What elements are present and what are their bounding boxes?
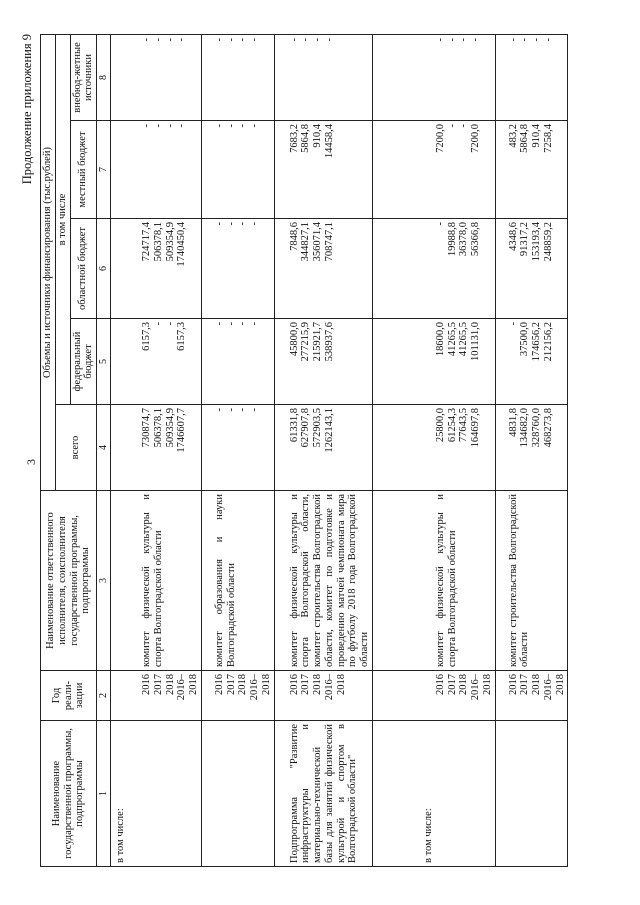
row-extra: - - - - bbox=[495, 34, 568, 120]
header-regional: областной бюджет bbox=[70, 219, 97, 319]
row-local: 483,2 5864,8 910,4 7258,4 bbox=[495, 121, 568, 219]
row-responsible: комитет образования и науки Волгоградской области bbox=[201, 491, 274, 671]
row-federal: 6157,3 - - 6157,3 bbox=[111, 319, 202, 405]
row-regional: - 19988,8 36378,0 56366,8 bbox=[372, 219, 495, 319]
header-year: Год реали-зации bbox=[41, 671, 97, 721]
row-responsible: комитет физической культуры и спорта Волгоградской области bbox=[372, 491, 495, 671]
table-row bbox=[495, 34, 568, 866]
row-total: 25800,0 61254,3 77643,5 164697,8 bbox=[372, 405, 495, 491]
header-local: местный бюджет bbox=[70, 121, 97, 219]
row-local: - - - - bbox=[201, 121, 274, 219]
continuation-title: Продолжение приложения 9 bbox=[20, 34, 34, 185]
row-program-name: в том числе: bbox=[372, 721, 495, 867]
row-total: 61331,8 627907,8 572903,5 1262143,1 bbox=[274, 405, 372, 491]
row-responsible: комитет физической культуры и спорта Волгоградской области bbox=[111, 491, 202, 671]
row-federal: - - - - bbox=[201, 319, 274, 405]
table-row bbox=[111, 34, 202, 866]
row-total: 730874,7 506378,1 509354,9 1746607,7 bbox=[111, 405, 202, 491]
col-number: 7 bbox=[97, 121, 111, 219]
col-number: 4 bbox=[97, 405, 111, 491]
row-local: 7683,2 5864,8 910,4 14458,4 bbox=[274, 121, 372, 219]
col-number: 8 bbox=[97, 34, 111, 120]
row-program-name bbox=[495, 721, 568, 867]
row-extra: - - - - bbox=[201, 34, 274, 120]
row-years: 2016 2017 2018 2016–2018 bbox=[372, 671, 495, 721]
row-program-name: в том числе: bbox=[111, 721, 202, 867]
header-including: в том числе bbox=[55, 34, 70, 404]
table-row bbox=[274, 34, 372, 866]
row-extra: - - - - bbox=[372, 34, 495, 120]
header-responsible: Наименование ответственного исполнителя, соисполнителя государственной программы, подпрограммы bbox=[41, 491, 97, 671]
col-number: 3 bbox=[97, 491, 111, 671]
col-number: 1 bbox=[97, 721, 111, 867]
row-years: 2016 2017 2018 2016–2018 bbox=[111, 671, 202, 721]
row-regional: 724717,4 506378,1 509354,9 1740450,4 bbox=[111, 219, 202, 319]
col-number: 2 bbox=[97, 671, 111, 721]
row-extra: - - - - bbox=[111, 34, 202, 120]
table-row bbox=[372, 34, 495, 866]
row-years: 2016 2017 2018 2016–2018 bbox=[495, 671, 568, 721]
funding-table bbox=[40, 34, 568, 867]
header-federal: федеральный бюджет bbox=[70, 319, 97, 405]
row-responsible: комитет строительства Волгоградской области bbox=[495, 491, 568, 671]
col-number: 5 bbox=[97, 319, 111, 405]
row-federal: 18600,0 41265,5 41265,5 101131,0 bbox=[372, 319, 495, 405]
page-number: 3 bbox=[24, 459, 38, 465]
row-regional: 7848,6 344827,1 356071,4 708747,1 bbox=[274, 219, 372, 319]
row-federal: 45800,0 277215,9 215921,7 538937,6 bbox=[274, 319, 372, 405]
row-years: 2016 2017 2018 2016–2018 bbox=[201, 671, 274, 721]
row-years: 2016 2017 2018 2016–2018 bbox=[274, 671, 372, 721]
row-local: - - - - bbox=[111, 121, 202, 219]
row-extra: - - - - bbox=[274, 34, 372, 120]
row-total: - - - - bbox=[201, 405, 274, 491]
table-row bbox=[201, 34, 274, 866]
row-federal: - 37500,0 174656,2 212156,2 bbox=[495, 319, 568, 405]
header-extra: внебюд-жетные источники bbox=[70, 34, 97, 120]
row-program-name: Подпрограмма "Развитие инфраструктуры и материально-технической базы для занятий физической культурой и спортом в Волгоградской области" bbox=[274, 721, 372, 867]
header-total: всего bbox=[55, 405, 96, 491]
row-regional: - - - - bbox=[201, 219, 274, 319]
row-local: 7200,0 - - 7200,0 bbox=[372, 121, 495, 219]
row-regional: 4348,6 91317,2 153193,4 248859,2 bbox=[495, 219, 568, 319]
row-responsible: комитет физической культуры и спорта Волгоградской области, комитет строительства Волгоградской области, комитет по подготовке и проведению матчей чемпионата мира по футболу 2018 года Волгоградской области bbox=[274, 491, 372, 671]
col-number: 6 bbox=[97, 219, 111, 319]
row-total: 4831,8 134682,0 328760,0 468273,8 bbox=[495, 405, 568, 491]
header-funding-group: Объемы и источники финансирования (тыс.рублей) bbox=[41, 34, 56, 490]
header-program-name: Наименование государственной программы, подпрограммы bbox=[41, 721, 97, 867]
row-program-name bbox=[201, 721, 274, 867]
